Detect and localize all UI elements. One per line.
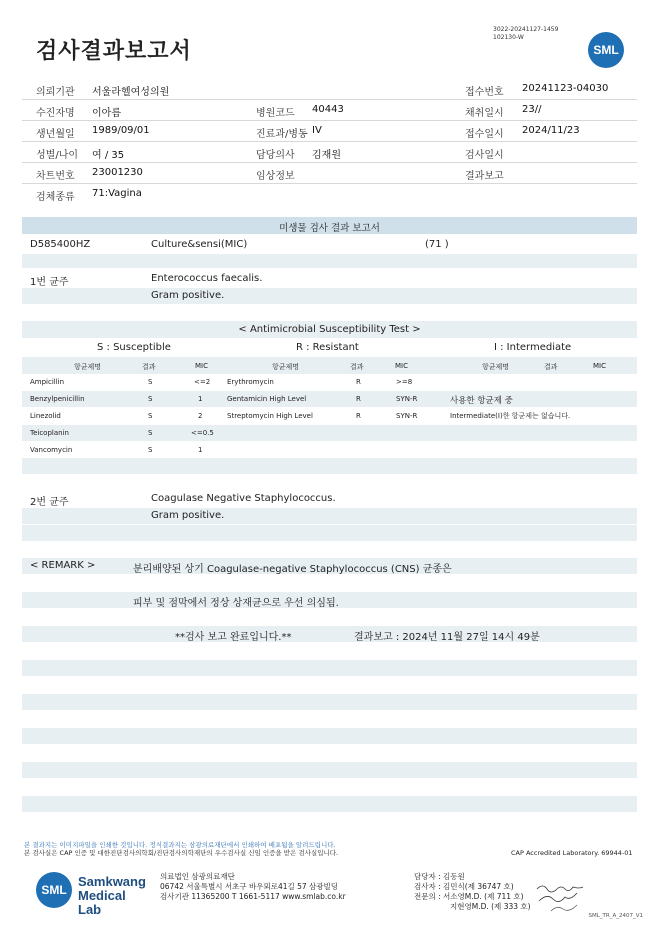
value-hospital-code: 40443: [312, 104, 344, 115]
drug-name: Teicoplanin: [30, 429, 69, 437]
col-drug: 항균제명: [272, 363, 300, 371]
ast-row-band: [22, 458, 637, 474]
signature-specialist2: [551, 905, 577, 911]
label-department: 진료과/병동: [256, 129, 308, 140]
legend-susceptible: S : Susceptible: [97, 342, 171, 353]
drug-mic: SYN-R: [396, 412, 418, 420]
organism1-name: Enterococcus faecalis.: [151, 273, 263, 284]
label-test-date: 검사일시: [465, 150, 504, 161]
value-doctor: 김재원: [312, 150, 341, 161]
value-collection-date: 23//: [522, 104, 542, 115]
drug-mic: >=8: [396, 378, 413, 386]
completion-band: [22, 626, 637, 642]
drug-result: R: [356, 395, 361, 403]
col-result: 결과: [544, 363, 558, 371]
drug-result: R: [356, 378, 361, 386]
staff-tester: 검사자 : 김민식(제 36747 호): [414, 882, 514, 891]
signature-specialist1: [539, 893, 577, 902]
section-title: 미생물 검사 결과 보고서: [279, 223, 380, 234]
cap-accreditation: CAP Accredited Laboratory. 69944-01: [511, 849, 633, 857]
drug-name: Erythromycin: [227, 378, 274, 386]
label-hospital-code: 병원코드: [256, 108, 295, 119]
test-code: D585400HZ: [30, 239, 91, 250]
document-id-line2: 102130-W: [493, 34, 524, 41]
remark-line2: 피부 및 점막에서 정상 상재균으로 우선 의심됨.: [133, 598, 339, 609]
drug-name: Linezolid: [30, 412, 61, 420]
col-mic: MIC: [395, 362, 408, 370]
page-title: 검사결과보고서: [36, 39, 192, 64]
form-code: SML_TR_A_2407_V1: [588, 913, 643, 919]
label-chart-no: 차트번호: [36, 171, 75, 182]
organism1-label: 1번 균주: [30, 277, 69, 288]
label-report-date: 결과보고: [465, 171, 504, 182]
label-clinical-info: 임상정보: [256, 171, 295, 182]
signatures: [533, 881, 603, 913]
drug-result: S: [148, 429, 153, 437]
drug-name: Ampicillin: [30, 378, 65, 386]
label-collection-date: 채취일시: [465, 108, 504, 119]
sml-logo-icon: SML: [36, 872, 72, 908]
drug-result: S: [148, 395, 153, 403]
label-receipt-date: 접수일시: [465, 129, 504, 140]
patient-row: [22, 79, 637, 100]
remark-band: [22, 558, 637, 574]
drug-name: Benzylpenicillin: [30, 395, 85, 403]
col-result: 결과: [350, 363, 364, 371]
drug-mic: 1: [198, 446, 203, 454]
value-sex-age: 여 / 35: [92, 150, 125, 161]
test-name: Culture&sensi(MIC): [151, 239, 248, 250]
drug-mic: 1: [198, 395, 203, 403]
report-time: 결과보고 : 2024년 11월 27일 14시 49분: [354, 632, 540, 643]
drug-result: S: [148, 412, 153, 420]
drug-mic: <=0.5: [191, 429, 214, 437]
signature-tester: [537, 886, 583, 892]
label-specimen: 검체종류: [36, 192, 75, 203]
staff-specialist2: 지현영M.D. (제 333 호): [450, 902, 531, 911]
address-line1: 의료법인 삼광의료재단: [160, 872, 235, 881]
ast-column-header: [22, 357, 637, 374]
col-mic: MIC: [593, 362, 606, 370]
value-patient-name: 이아름: [92, 108, 121, 119]
value-requesting-org: 서울라헬여성의원: [92, 87, 170, 98]
report-complete: **검사 보고 완료입니다.**: [175, 632, 292, 643]
sml-logo: SML: [588, 32, 624, 68]
legend-resistant: R : Resistant: [296, 342, 359, 353]
remark-band: [22, 592, 637, 608]
organism2-name: Coagulase Negative Staphylococcus.: [151, 493, 336, 504]
spacer-band: [22, 525, 637, 541]
label-birth-date: 생년월일: [36, 129, 75, 140]
label-receipt-no: 접수번호: [465, 87, 504, 98]
patient-row: [22, 184, 637, 204]
drug-name: Gentamicin High Level: [227, 395, 307, 403]
organism2-gram-band: [22, 508, 637, 524]
intermediate-note-line2: Intermediate(I)한 항균제는 없습니다.: [450, 412, 571, 420]
drug-result: S: [148, 446, 153, 454]
drug-name: Streptomycin High Level: [227, 412, 313, 420]
drug-mic: <=2: [194, 378, 211, 386]
empty-band: [22, 728, 637, 744]
address-line2: 06742 서울특별시 서초구 바우뫼로41길 57 삼광빌딩: [160, 882, 339, 891]
organism2-gram: Gram positive.: [151, 510, 225, 521]
patient-row: [22, 163, 637, 184]
ast-title: < Antimicrobial Susceptibility Test >: [238, 324, 421, 335]
address-line3: 검사기관 11365200 T 1661-5117 www.smlab.co.kr: [160, 892, 346, 901]
drug-mic: 2: [198, 412, 203, 420]
value-department: IV: [312, 125, 322, 136]
document-id: [493, 26, 558, 42]
value-receipt-date: 2024/11/23: [522, 125, 580, 136]
spacer-band: [22, 254, 637, 268]
patient-row: [22, 100, 637, 121]
section-header: [22, 217, 637, 234]
drug-result: R: [356, 412, 361, 420]
staff-list: [414, 872, 531, 912]
patient-row: [22, 121, 637, 142]
footer-notes: [24, 841, 338, 857]
label-requesting-org: 의뢰기관: [36, 87, 75, 98]
brand-line1: Samkwang: [78, 874, 146, 889]
value-chart-no: 23001230: [92, 167, 143, 178]
col-drug: 항균제명: [74, 363, 102, 371]
label-doctor: 담당의사: [256, 150, 295, 161]
remark-label: < REMARK >: [30, 560, 96, 571]
empty-band: [22, 694, 637, 710]
empty-band: [22, 660, 637, 676]
col-drug: 항균제명: [482, 363, 510, 371]
label-patient-name: 수진자명: [36, 108, 75, 119]
document-id-line1: 3022-20241127-1459: [493, 26, 559, 33]
test-number: (71 ): [425, 239, 449, 250]
value-birth-date: 1989/09/01: [92, 125, 150, 136]
footer-note-cert: 본 검사실은 CAP 인증 및 대한진단검사의학회/진단검사의학재단의 우수검사실 신임 인증을 받은 검사실입니다.: [24, 849, 339, 857]
remark-line1: 분리배양된 상기 Coagulase-negative Staphylococcus (CNS) 균종은: [133, 564, 452, 575]
organism1-gram: Gram positive.: [151, 290, 225, 301]
organism1-gram-band: [22, 288, 637, 304]
intermediate-note-line1: 사용한 항균제 중: [450, 396, 513, 406]
ast-title-band: [22, 321, 637, 338]
drug-name: Vancomycin: [30, 446, 73, 454]
brand-line2: Medical Lab: [78, 888, 126, 917]
legend-intermediate: I : Intermediate: [494, 342, 572, 353]
lab-address: [160, 872, 346, 902]
staff-manager: 담당자 : 김동원: [414, 872, 465, 881]
organism2-label: 2번 균주: [30, 497, 69, 508]
empty-band: [22, 796, 637, 812]
ast-row-band: [22, 425, 637, 441]
footer-note-print: 본 결과지는 이미지파일을 인쇄한 것입니다. 정식결과지는 삼광의료재단에서 인쇄하여 배포됨을 알려드립니다.: [24, 841, 336, 849]
col-mic: MIC: [195, 362, 208, 370]
ast-row-band: [22, 391, 637, 407]
staff-specialist1: 전문의 : 서소영M.D. (제 711 호): [414, 892, 524, 901]
label-sex-age: 성별/나이: [36, 150, 79, 161]
value-specimen: 71:Vagina: [92, 188, 142, 199]
drug-mic: SYN-R: [396, 395, 418, 403]
drug-result: S: [148, 378, 153, 386]
col-result: 결과: [142, 363, 156, 371]
patient-row: [22, 142, 637, 163]
value-receipt-no: 20241123-04030: [522, 83, 609, 94]
brand-name: [78, 875, 146, 917]
empty-band: [22, 762, 637, 778]
